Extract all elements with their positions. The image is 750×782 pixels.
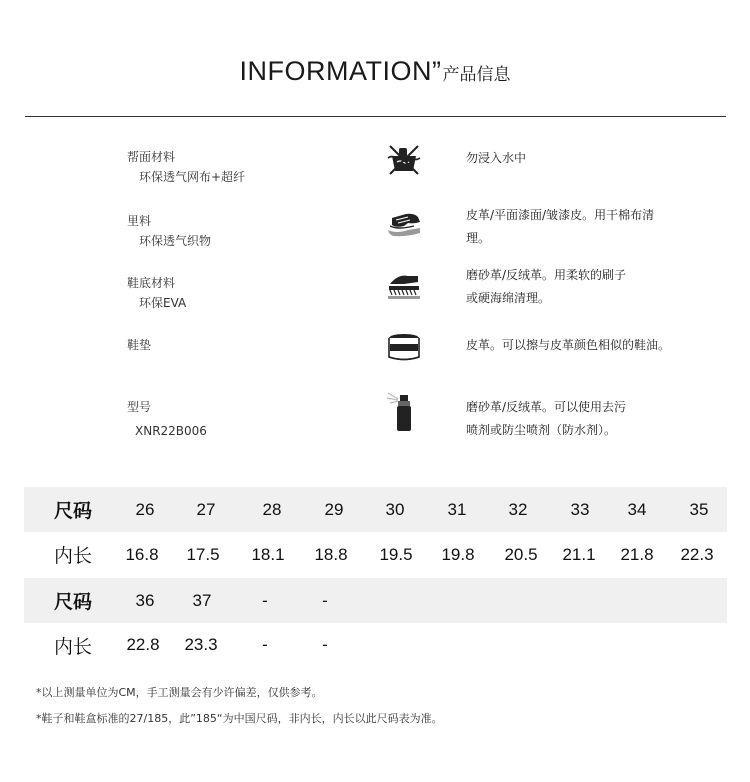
size-label: 尺码 bbox=[54, 591, 93, 613]
size-cell: 36 bbox=[135, 590, 155, 610]
size-table bbox=[24, 487, 727, 667]
shoe-polish-icon bbox=[384, 329, 424, 365]
care-line: 皮革/平面漆面/皱漆皮。用干棉布清 bbox=[466, 208, 655, 222]
care-text-1 bbox=[466, 147, 706, 170]
care-text-4 bbox=[466, 334, 706, 357]
care-text-2 bbox=[466, 204, 706, 250]
title-chinese: 产品信息 bbox=[442, 65, 511, 84]
length-cell: 21.1 bbox=[562, 544, 596, 564]
length-cell: 17.5 bbox=[186, 544, 220, 564]
size-cell: 37 bbox=[192, 590, 212, 610]
length-cell: 22.3 bbox=[680, 544, 714, 564]
size-cell: 28 bbox=[262, 499, 282, 519]
size-cell: - bbox=[322, 590, 328, 610]
care-line: 磨砂革/反绒革。用柔软的刷子 bbox=[466, 268, 627, 282]
material-sole bbox=[127, 273, 186, 313]
cloth-wipe-icon bbox=[384, 206, 424, 242]
length-cell: 16.8 bbox=[125, 544, 159, 564]
size-cell: 26 bbox=[135, 499, 155, 519]
material-value: 环保透气网布+超纤 bbox=[139, 170, 246, 184]
length-cell: 19.5 bbox=[379, 544, 413, 564]
page-title bbox=[0, 56, 750, 87]
material-upper bbox=[127, 147, 245, 187]
footnote: *以上测量单位为CM，手工测量会有少许偏差，仅供参考。 bbox=[36, 686, 323, 699]
size-cell: 34 bbox=[627, 499, 647, 519]
material-lining bbox=[127, 211, 211, 251]
size-row bbox=[24, 578, 727, 623]
care-line: 勿浸入水中 bbox=[466, 151, 527, 165]
material-label: 型号 bbox=[127, 400, 152, 414]
care-line: 磨砂革/反绒革。可以使用去污 bbox=[466, 400, 627, 414]
model-number bbox=[127, 397, 207, 441]
material-insole bbox=[127, 335, 151, 355]
length-cell: - bbox=[262, 635, 268, 654]
length-row bbox=[24, 623, 727, 667]
spray-can-icon bbox=[384, 389, 424, 433]
length-cell: - bbox=[322, 635, 328, 654]
size-cell: 32 bbox=[508, 499, 528, 519]
size-cell: 27 bbox=[196, 499, 216, 519]
length-cell: 22.8 bbox=[126, 635, 160, 654]
size-cell: - bbox=[262, 590, 268, 610]
care-text-3 bbox=[466, 264, 706, 310]
length-label: 内长 bbox=[54, 635, 93, 658]
material-label: 鞋底材料 bbox=[127, 276, 176, 290]
material-value: 环保EVA bbox=[139, 296, 187, 310]
material-label: 里料 bbox=[127, 214, 152, 228]
footnote: *鞋子和鞋盒标准的27/185，此”185“为中国尺码，非内长，内长以此尺码表为准。 bbox=[36, 712, 443, 725]
length-label: 内长 bbox=[54, 545, 93, 567]
material-value: XNR22B006 bbox=[135, 424, 207, 438]
title-english: INFORMATION” bbox=[239, 56, 442, 86]
length-cell: 23.3 bbox=[184, 635, 218, 654]
size-row bbox=[24, 487, 727, 532]
material-label: 帮面材料 bbox=[127, 150, 176, 164]
size-label: 尺码 bbox=[54, 500, 93, 522]
size-cell: 35 bbox=[689, 499, 709, 519]
length-cell: 21.8 bbox=[620, 544, 654, 564]
no-soak-icon bbox=[384, 142, 424, 178]
size-cell: 30 bbox=[385, 499, 405, 519]
title-divider bbox=[25, 116, 726, 117]
care-line: 或硬海绵清理。 bbox=[466, 291, 551, 305]
material-label: 鞋垫 bbox=[127, 338, 152, 352]
length-cell: 18.8 bbox=[314, 544, 348, 564]
care-line: 喷剂或防尘喷剂（防水剂）。 bbox=[466, 423, 617, 437]
size-cell: 33 bbox=[570, 499, 590, 519]
length-cell: 19.8 bbox=[441, 544, 475, 564]
material-value: 环保透气织物 bbox=[139, 234, 212, 248]
brush-icon bbox=[384, 268, 424, 304]
care-line: 理。 bbox=[466, 231, 491, 245]
care-text-5 bbox=[466, 396, 706, 442]
length-cell: 20.5 bbox=[504, 544, 538, 564]
size-cell: 29 bbox=[324, 499, 344, 519]
length-cell: 18.1 bbox=[251, 544, 285, 564]
length-row bbox=[24, 532, 727, 577]
size-cell: 31 bbox=[447, 499, 467, 519]
care-line: 皮革。可以擦与皮革颜色相似的鞋油。 bbox=[466, 338, 671, 352]
